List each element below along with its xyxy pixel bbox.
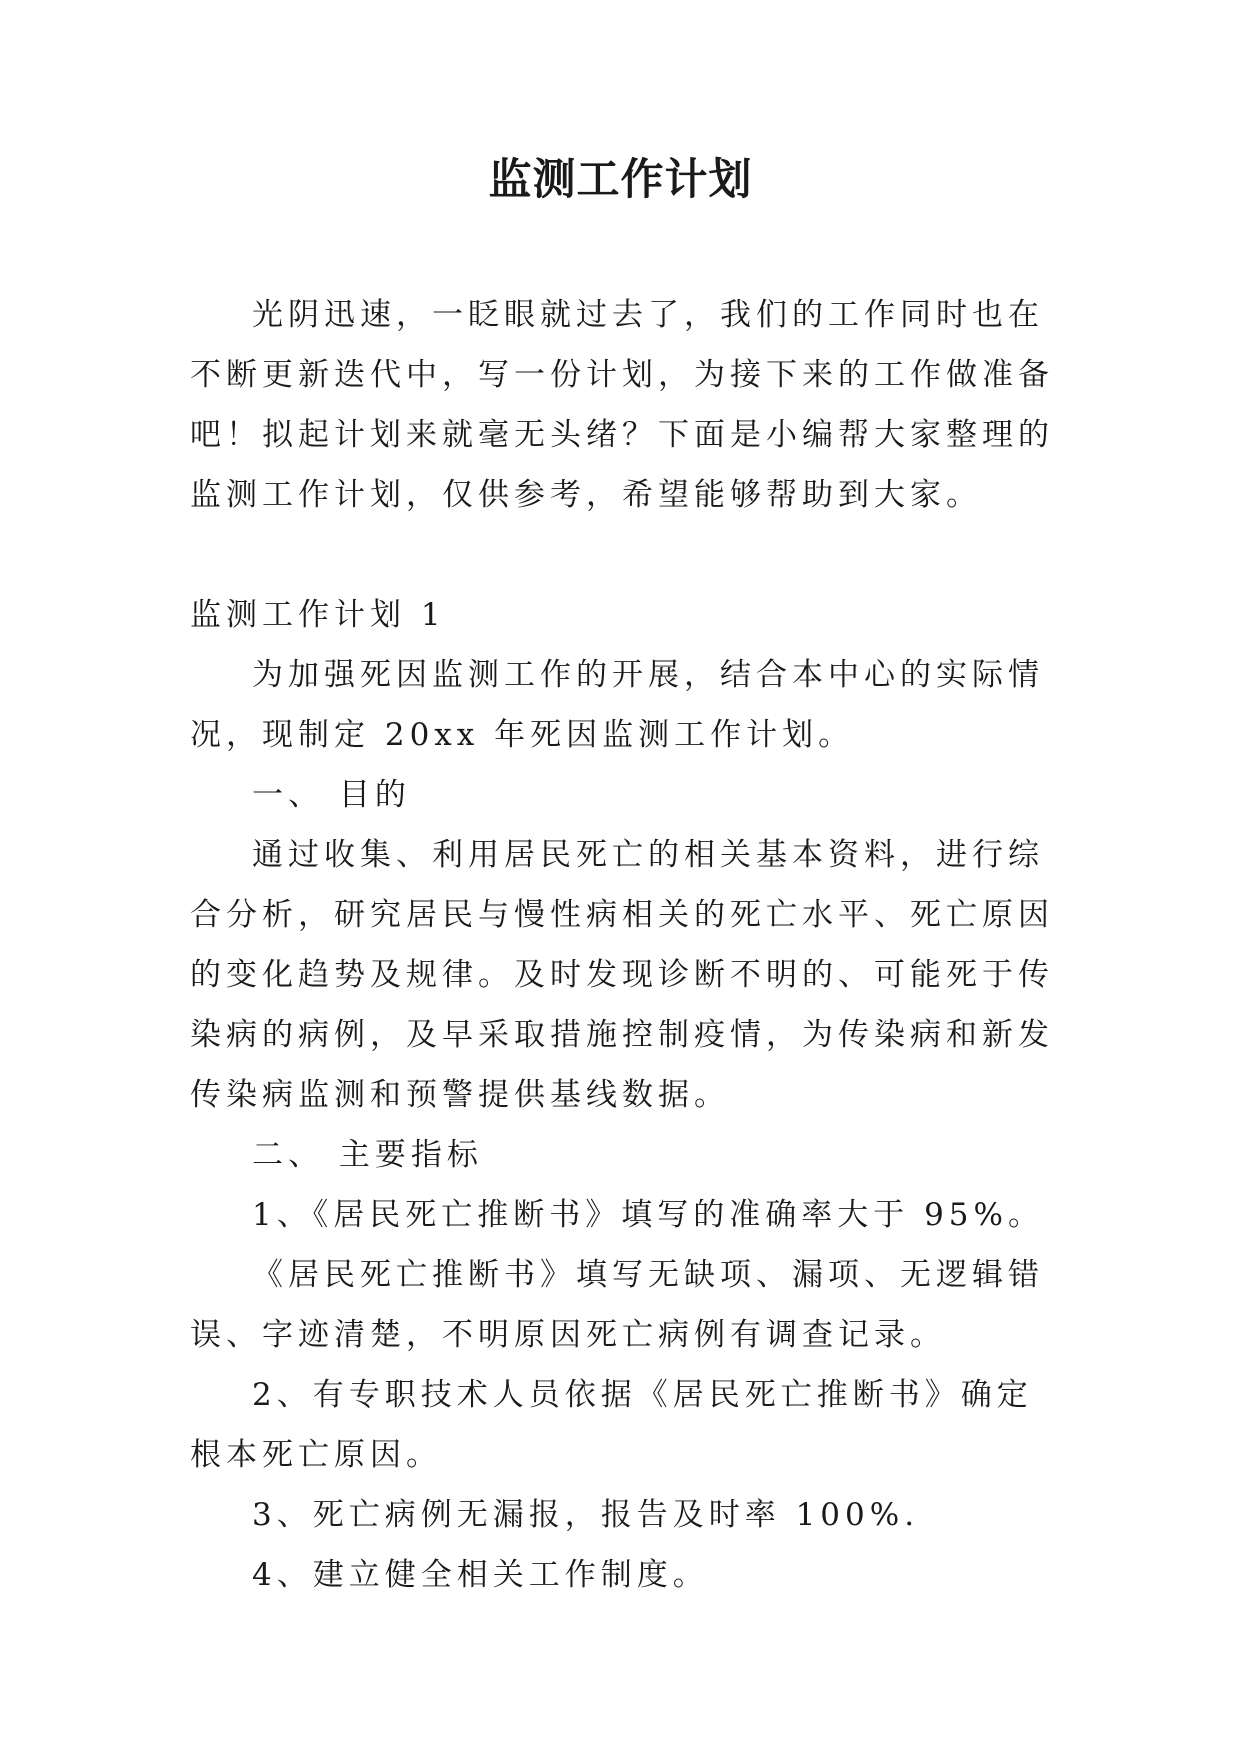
paragraph-spacer (190, 525, 1060, 585)
document-body (190, 285, 1060, 1605)
indicator-item-1-detail: 《居民死亡推断书》填写无缺项、漏项、无逻辑错误、字迹清楚，不明原因死亡病例有调查记录。 (190, 1257, 1044, 1353)
document-title: 监测工作计划 (488, 155, 753, 205)
paragraph-objective: 通过收集、利用居民死亡的相关基本资料，进行综合分析，研究居民与慢性病相关的死亡水平、死亡原因的变化趋势及规律。及时发现诊断不明的、可能死于传染病的病例，及早采取措施控制疫情，为传染病和新发传染病监测和预警提供基线数据。 (190, 837, 1054, 1113)
section-heading: 监测工作计划 1 (190, 597, 446, 633)
indicator-item-4: 4、建立健全相关工作制度。 (252, 1557, 709, 1593)
indicator-item-2: 2、有专职技术人员依据《居民死亡推断书》确定根本死亡原因。 (190, 1377, 1033, 1473)
heading-objective: 一、 目的 (252, 777, 411, 813)
paragraph-purpose-intro: 为加强死因监测工作的开展，结合本中心的实际情况，现制定 20xx 年死因监测工作计划。 (190, 657, 1044, 753)
indicator-item-1: 1、《居民死亡推断书》填写的准确率大于 95%。 (252, 1197, 1044, 1233)
intro-paragraph: 光阴迅速，一眨眼就过去了，我们的工作同时也在不断更新迭代中，写一份计划，为接下来的工作做准备吧！拟起计划来就毫无头绪？下面是小编帮大家整理的监测工作计划，仅供参考，希望能够帮助到大家。 (190, 297, 1054, 513)
indicator-item-3: 3、死亡病例无漏报，报告及时率 100%. (252, 1497, 920, 1533)
heading-main-indicators: 二、 主要指标 (252, 1137, 483, 1173)
